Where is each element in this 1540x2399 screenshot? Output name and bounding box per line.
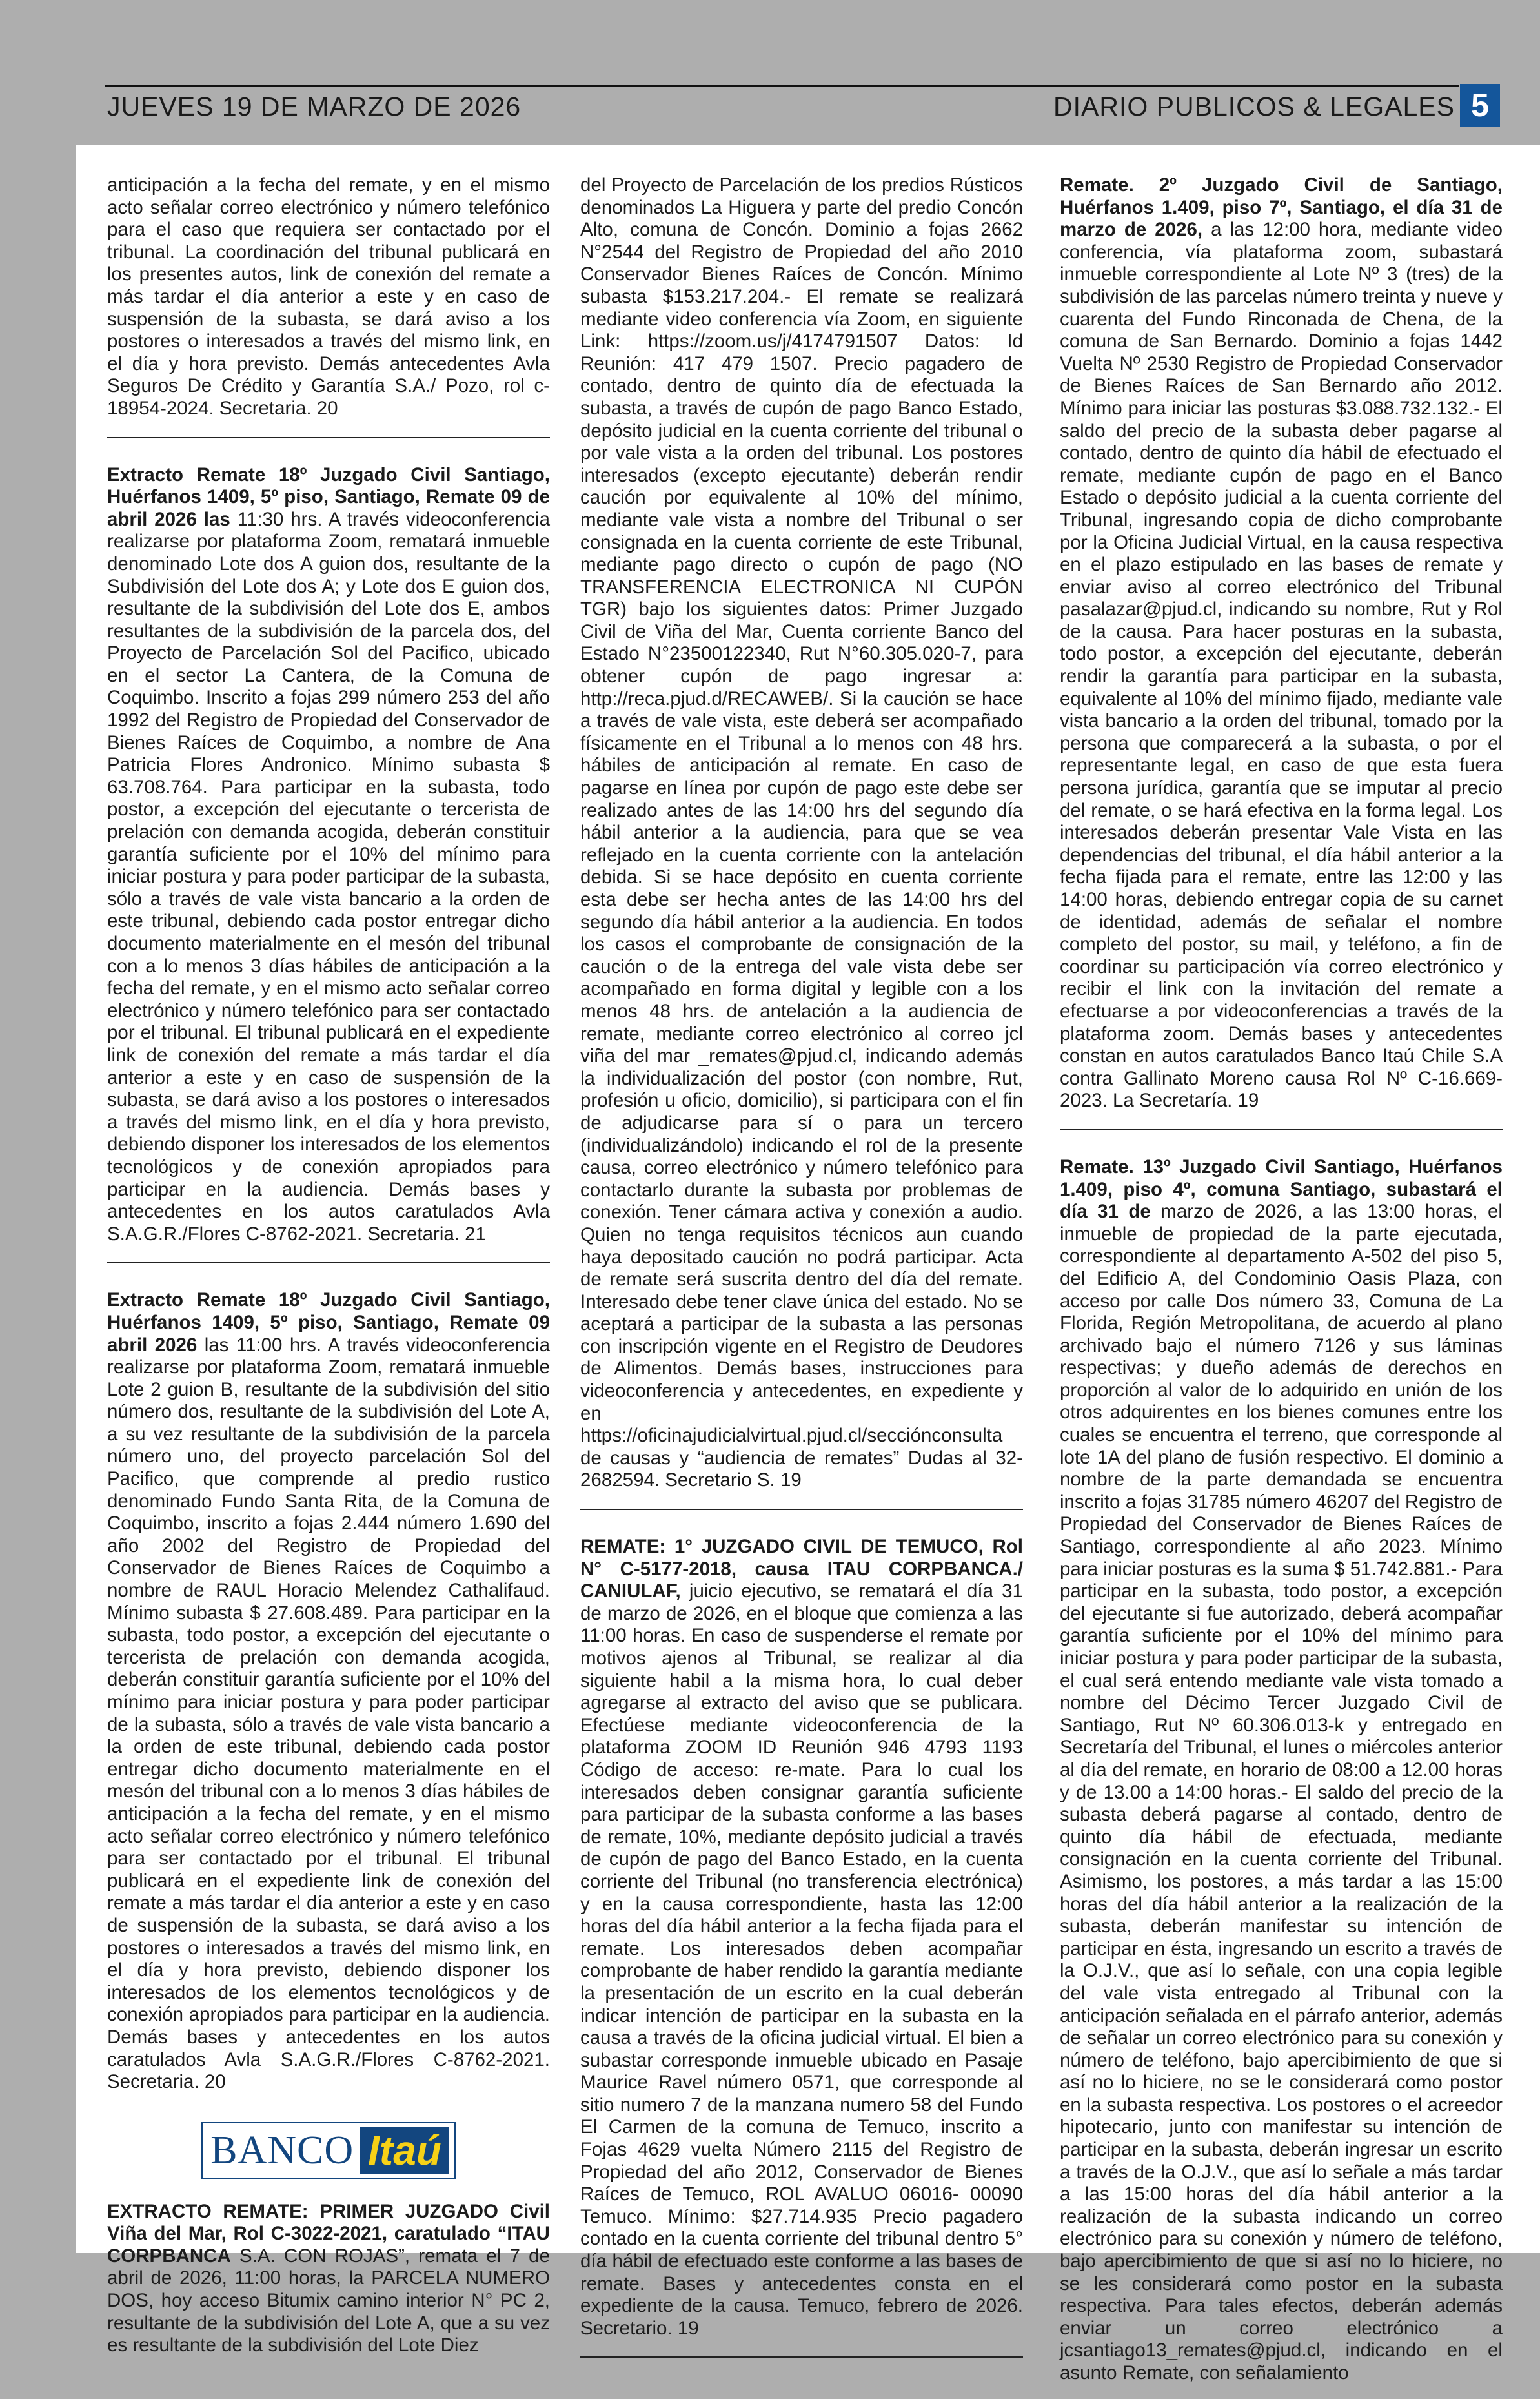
logo-banco-text: BANCO [210,2128,354,2172]
notice-heading: EXTRACTO REMATE: PRIMER JUZGADO Civil Viña del Mar, Rol C-3022-2021, caratulado “ITAU CORPBANCA [107,2200,550,2267]
notice-body: a las 12:00 hora, mediante video conferencia, vía plataforma zoom, subastará inmueble correspondiente al Lote Nº 3 (tres) de la subdivisión de las parcelas número treinta y nueve y cuarenta del Fundo Rinconada de Chena, de la comuna de San Bernardo. Dominio a fojas 1442 Vuelta Nº 2530 Registro de Propiedad Conservador de Bienes Raíces de San Bernardo año 2012. Mínimo para iniciar las posturas $3.088.732.132.- El saldo del precio de la subasta deber pagarse al contado, dentro de quinto día hábil de efectuado el remate, mediante cupón de pago en el Banco Estado o depósito judicial a la cuenta corriente del Tribunal, ingresando copia de dicho comprobante por la Oficina Judicial Virtual, en la causa respectiva en el plazo estipulado en las bases de remate y enviar aviso al correo electrónico del Tribunal pasalazar@pjud.cl, indicando su nombre, Rut y Rol de la causa. Para hacer posturas en la subasta, todo postor, a excepción del ejecutante, deberán rendir la garantía para participar en la subasta, equivalente al 10% del mínimo fijado, mediante vale vista bancario a la orden del tribunal, tomado por la persona que comparecerá a la subasta, o por el representante legal, en caso de que esta fuera persona jurídica, garantía que se imputar al precio del remate, o se hará efectiva en la forma legal. Los interesados deberán presentar Vale Vista en las dependencias del tribunal, el día hábil anterior a la fecha fijada para el remate, entre las 12:00 y las 14:00 horas, debiendo entregar copia de su carnet de identidad, además de señalar el nombre completo del postor, su mail, y teléfono, a fin de coordinar su participación vía correo electrónico y recibir el link con la invitación del remate a efectuarse a por videoconferencias a través de la plataforma zoom. Demás bases y antecedentes constan en autos caratulados Banco Itaú Chile S.A contra Gallinato Moreno causa Rol Nº C-16.669-2023. La Secretaría. 19 [1060,219,1503,1112]
notice-body: las 11:00 hrs. A través videoconferencia realizarse por plataforma Zoom, rematará inmueble Lote 2 guion B, resultante de la subdivisión del sitio número dos, resultante de la subdivisión del Lote A, a su vez resultante de la subdivisión de la parcela número uno, del proyecto parcelación Sol del Pacifico, que comprende al predio rustico denominado Fundo Santa Rita, de la Comuna de Coquimbo, inscrito a fojas 2.444 número 1.690 del año 2002 del Registro de Propiedad del Conservador de Bienes Raíces de Coquimbo a nombre de RAUL Horacio Melendez Cathalifaud. Mínimo subasta $ 27.608.489. Para participar en la subasta, todo postor, a excepción del ejecutante o tercerista de prelación con demanda acogida, deberán constituir garantía suficiente por el 10% del mínimo para iniciar postura y para poder participar de la subasta, sólo a través de vale vista bancario a la orden de este tribunal, debiendo cada postor entregar dicho documento materialmente en el mesón del tribunal con a lo menos 3 días hábiles de anticipación a la fecha del remate, y en el mismo acto señalar correo electrónico y número telefónico para ser contactado por el tribunal. El tribunal publicará en el expediente link de conexión del remate a más tardar el día anterior a este y en caso de suspensión de la subasta, se dará aviso a los postores o interesados a través del mismo link, en el día y hora previsto, debiendo disponer los interesados de los elementos tecnológicos y de conexión apropiados para participar en la audiencia. Demás bases y antecedentes en los autos caratulados Avla S.A.G.R./Flores C-8762-2021. Secretaria. 20 [107,1334,550,2093]
notice-heading: Remate. 13º Juzgado Civil Santiago, Huérfanos 1.409, piso 4º, comuna Santiago, subastará el día 31 de [1060,1156,1503,1223]
page-header [0,0,1540,145]
header-rule [105,85,1459,87]
issue-date: JUEVES 19 DE MARZO DE 2026 [107,92,522,121]
notice-heading: REMATE: 1° JUZGADO CIVIL DE TEMUCO, Rol N° C-5177-2018, causa ITAU CORPBANCA./ CANIULAF, [580,1536,1023,1602]
notice-body: del Proyecto de Parcelación de los predios Rústicos denominados La Higuera y parte del predio Concón Alto, comuna de Concón. Dominio a fojas 2662 N°2544 del Registro de Propiedad del año 2010 Conservador Bienes Raíces de Concón. Mínimo subasta $153.217.204.- El remate se realizará mediante video conferencia vía Zoom, en siguiente Link: https://zoom.us/j/4174791507 Datos: Id Reunión: 417 479 1507. Precio pagadero de contado, dentro de quinto día de efectuada la subasta, a través de cupón de pago Banco Estado, depósito judicial en la cuenta corriente del tribunal o por vale vista a la orden del tribunal. Los postores interesados (excepto ejecutante) deberán rendir caución por equivalente al 10% del mínimo, mediante vale vista a nombre del Tribunal o ser consignada en la cuenta corriente de este Tribunal, mediante pago directo o cupón de pago (NO TRANSFERENCIA ELECTRONICA NI CUPÓN TGR) bajo los siguientes datos: Primer Juzgado Civil de Viña del Mar, Cuenta corriente Banco del Estado N°23500122340, Rut N°60.305.020-7, para obtener cupón de pago ingresar a: http://reca.pjud.d/RECAWEB/. Si la caución se hace a través de vale vista, este deberá ser acompañado físicamente en el Tribunal a lo menos con 48 hrs. hábiles de anticipación al remate. En caso de pagarse en línea por cupón de pago este debe ser realizado antes de las 14:00 hrs del segundo día hábil anterior a la audiencia, para que se vea reflejado en la cuenta corriente con la antelación debida. Si se hace depósito en cuenta corriente esta debe ser hecha antes de las 14:00 hrs del segundo día hábil anterior a la audiencia. En todos los casos el comprobante de consignación de la caución o de la entrega del vale vista debe ser acompañado en forma digital y legible con a los menos 48 hrs. de antelación a la audiencia de remate, mediante correo electrónico al correo jcl viña del mar _remates@pjud.cl, indicando además la individualización del postor (con nombre, Rut, profesión u oficio, domicilio), si participara con el fin de adjudicarse para sí o para un tercero (individualizándolo) indicando el rol de la presente causa, correo electrónico y número telefónico para contactarlo durante la subasta por problemas de conexión. Tener cámara activa y conexión a audio. Quien no tenga requisitos técnicos aun cuando haya depositado caución no podrá participar. Acta de remate será suscrita dentro del día del remate. Interesado debe tener clave única del estado. No se aceptará a participar de la subasta a las personas con inscripción vigente en el Registro de Deudores de Alimentos. Demás bases, instrucciones para videoconferencia y antecedentes, en expediente y en https://oficinajudicialvirtual.pjud.cl/secciónconsulta de causas y “audiencia de remates” Dudas al 32-2682594. Secretario S. 19 [580,174,1023,1491]
notice-body: 11:30 hrs. A través videoconferencia realizarse por plataforma Zoom, rematará inmueble denominado Lote dos A guion dos, resultante de la Subdivisión del Lote dos A; y Lote dos E guion dos, resultante de la subdivisión del Lote dos E, ambos resultantes de la subdivisión de la parcela dos, del Proyecto de Parcelación Sol del Pacifico, ubicado en el sector La Cantera, de la Comuna de Coquimbo. Inscrito a fojas 299 número 253 del año 1992 del Registro de Propiedad del Conservador de Bienes Raíces de Coquimbo, a nombre de Ana Patricia Flores Andronico. Mínimo subasta $ 63.708.764. Para participar en la subasta, todo postor, a excepción del ejecutante o tercerista de prelación con demanda acogida, deberán constituir garantía suficiente por el 10% del mínimo para iniciar postura y para poder participar de la subasta, sólo a través de vale vista bancario a la orden de este tribunal, debiendo cada postor entregar dicho documento materialmente en el mesón del tribunal con a lo menos 3 días hábiles de anticipación a la fecha del remate, y en el mismo acto señalar correo electrónico y número telefónico para ser contactado por el tribunal. El tribunal publicará en el expediente link de conexión del remate a más tardar el día anterior a este y en caso de suspensión de la subasta, se dará aviso a los postores o interesados a través del mismo link, en el día y hora previsto, debiendo disponer los interesados de los elementos tecnológicos y de conexión apropiados para participar en la audiencia. Demás bases y antecedentes en los autos caratulados Avla S.A.G.R./Flores C-8762-2021. Secretaria. 21 [107,508,550,1245]
column-1 [107,174,550,2356]
notice-remate-2-juzgado [1060,174,1503,1130]
notice-body: juicio ejecutivo, se rematará el día 31 de marzo de 2026, en el bloque que comienza a las 11:00 horas. En caso de suspenderse el remate por motivos ajenos al Tribunal, se realizar al dia siguiente habil a la misma hora, lo cual deber agregarse al extracto del aviso que se publicara. Efectúese mediante videoconferencia de la plataforma ZOOM ID Reunión 946 4793 1193 Código de acceso: re-mate. Para lo cual los interesados deben consignar garantía suficiente para participar de la subasta conforme a las bases de remate, 10%, mediante depósito judicial a través de cupón de pago del Banco Estado, en la cuenta corriente del Tribunal (no transferencia electrónica) y en la causa correspondiente, hasta las 12:00 horas del día hábil anterior a la fecha fijada para el remate. Los interesados deben acompañar comprobante de haber rendido la garantía mediante la presentación de un escrito en la cual deberán indicar intención de participar en la subasta en la causa a través de la oficina judicial virtual. El bien a subastar corresponde inmueble ubicado en Pasaje Maurice Ravel número 0571, que corresponde al sitio numero 7 de la manzana numero 58 del Fundo El Carmen de la comuna de Temuco, inscrito a Fojas 4629 vuelta Número 2115 del Registro de Propiedad del año 2012, Conservador de Bienes Raíces de Temuco, ROL AVALUO 06016- 00090 Temuco. Mínimo: $27.714.935 Precio pagadero contado en la cuenta corriente del tribunal dentro 5° día hábil de efectuado este conforme a las bases de remate. Bases y antecedentes consta en el expediente de la causa. Temuco, febrero de 2026. Secretario. 19 [580,1580,1023,2339]
notice-body: marzo de 2026, a las 13:00 horas, el inmueble de propiedad de la parte ejecutada, correspondiente al departamento A-502 del piso 5, del Edificio A, del Condominio Oasis Plaza, con acceso por calle Dos número 33, Comuna de La Florida, Región Metropolitana, de acuerdo al plano archivado bajo el número 7126 y sus láminas respectivas; y dueño además de derechos en proporción al valor de lo adquirido en unión de los otros adquirentes en los bienes comunes entre los cuales se encuentra el terreno, que corresponde al lote 1A del plano de fusión respectivo. El dominio a nombre de la parte demandada se encuentra inscrito a fojas 31785 número 46207 del Registro de Propiedad del Conservador de Bienes Raíces de Santiago, correspondiente al año 2023. Mínimo para iniciar posturas es la suma $ 51.742.881.- Para participar en la subasta, todo postor, a excepción del ejecutante si fue autorizado, deberá acompañar garantía suficiente por el 10% del mínimo para iniciar postura y para poder participar de la subasta, el cual será entendo mediante vale vista tomado a nombre del Décimo Tercer Juzgado Civil de Santiago, Rut Nº 60.306.013-k y entregado en Secretaría del Tribunal, el lunes o miércoles anterior al día del remate, en horario de 08:00 a 12.00 horas y de 13.00 a 14:00 horas.- El saldo del precio de la subasta deberá pagarse al contado, dentro de quinto día hábil de efectuada, mediante consignación en la cuenta corriente del Tribunal. Asimismo, los postores, a más tardar a las 15:00 horas del día hábil anterior a la realización de la subasta, deberán manifestar su intención de participar en ésta, ingresando un escrito a través de la O.J.V., que así lo señale, con una copia legible del vale vista entregado al Tribunal con la anticipación señalada en el párrafo anterior, además de señalar un correo electrónico para su conexión y número de teléfono, bajo apercibimiento de que si así no lo hiciere, no se le considerará como postor en la subasta respectiva. Los postores o el acreedor hipotecario, junto con manifestar su intención de participar en la subasta, deberán ingresar un escrito a través de la O.J.V., que así lo señale a más tardar a las 15:00 horas del día hábil anterior a la realización de la subasta indicando un correo electrónico para su conexión y número de teléfono, bajo apercibimiento de que si así no lo hiciere, no se les considerará como postor en la subasta respectiva. Para tales efectos, deberán además enviar un correo electrónico a jcsantiago13_remates@pjud.cl, indicando en el asunto Remate, con señalamiento [1060,1201,1503,2384]
column-3 [1060,174,1503,2384]
publication-title: DIARIO PUBLICOS & LEGALES [1053,92,1455,121]
notice-remate-18-lote-2b [107,1289,550,2107]
notice-text [1060,174,1503,1112]
logo-frame [201,2122,456,2179]
notice-heading: Extracto Remate 18º Juzgado Civil Santiago, Huérfanos 1409, 5º piso, Santiago, Remate 09 de abril 2026 las [107,464,550,530]
notice-text [580,1536,1023,2340]
notice-heading: Remate. 2º Juzgado Civil de Santiago, Huérfanos 1.409, piso 7º, Santiago, el día 31 de marzo de 2026, [1060,174,1503,241]
notice-vina-del-mar [107,2201,550,2371]
notice-text [580,174,1023,1492]
notice-remate-18-lote-dos-a [107,464,550,1264]
notice-body: S.A. CON ROJAS”, remata el 7 de abril de 2026, 11:00 horas, la PARCELA NUMERO DOS, hoy acceso Bitumix camino interior N° PC 2, resultante de la subdivisión del Lote A, que a su vez es resultante de la subdivisión del Lote Diez [107,2245,550,2356]
notice-temuco [580,1536,1023,2358]
newspaper-page [76,145,1540,2384]
logo-itau-text: Itaú [360,2127,449,2174]
page-number-badge: 5 [1460,84,1500,127]
notice-continued [107,174,550,438]
notice-heading: Extracto Remate 18º Juzgado Civil Santiago, Huérfanos 1409, 5º piso, Santiago, Remate 09 abril 2026 [107,1289,550,1356]
notice-vina-del-mar-continued [580,174,1023,1510]
notice-text [107,1289,550,2093]
notice-text [1060,1156,1503,2385]
notice-remate-13-juzgado [1060,1156,1503,2399]
banco-itau-logo [107,2122,550,2179]
notice-text [107,2201,550,2357]
notice-text [107,464,550,1246]
column-2 [580,174,1023,2339]
notice-text [107,174,550,420]
notice-body: anticipación a la fecha del remate, y en el mismo acto señalar correo electrónico y número telefónico para el caso que requiera ser contactado por el tribunal. La coordinación del tribunal publicará en los presentes autos, link de conexión del remate a más tardar el día anterior a este y en caso de suspensión de la subasta, se dará aviso a los postores o interesados a través del mismo link, en el día y hora previsto. Demás antecedentes Avla Seguros De Crédito y Garantía S.A./ Pozo, rol c-18954-2024. Secretaria. 20 [107,174,550,419]
